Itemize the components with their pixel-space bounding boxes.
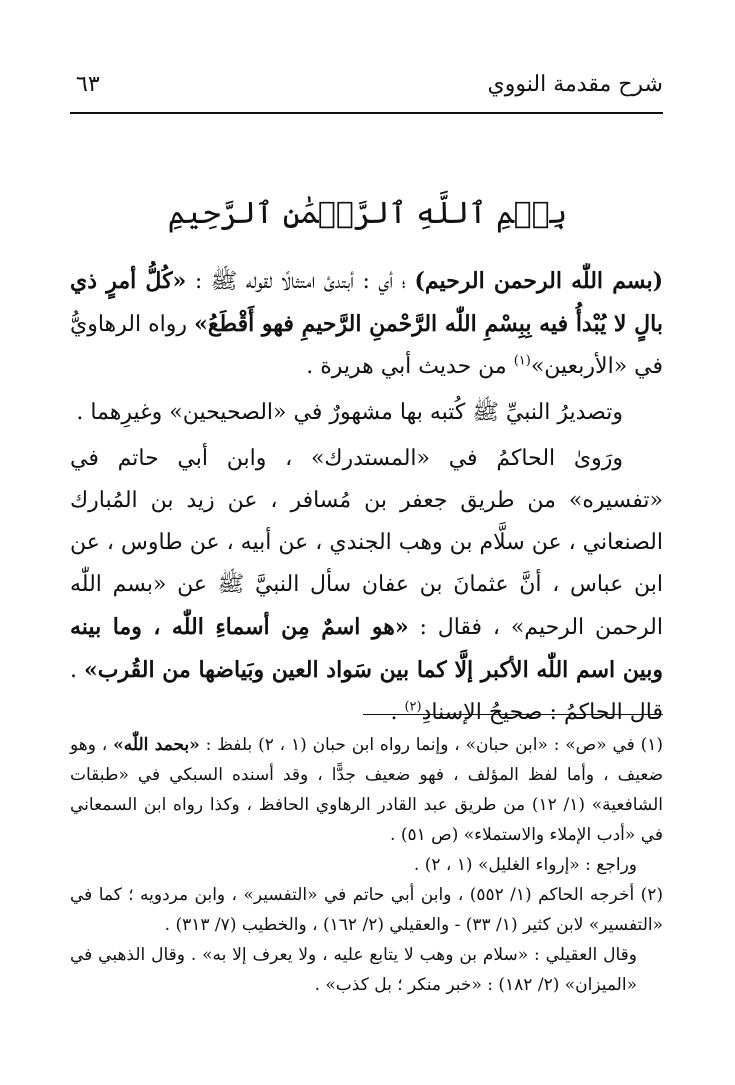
paragraph-2: وتصديرُ النبيِّ ﷺ كُتبه بها مشهورٌ في «الصحيحين» وغيرِهما . [76,400,623,425]
running-title: شرح مقدمة النووي [487,72,663,97]
fn1-bold: «بحمد اللّٰه» [113,735,200,755]
basmala-calligraphy: بِسۡمِ ٱللَّهِ ٱلرَّحۡمَٰنِ ٱلرَّحِيمِ [167,196,568,231]
main-text [70,260,663,738]
p1-text-c: من حديث أبي هريرة . [306,354,514,379]
basmala-lemma: (بسم اللّٰه الرحمن الرحيم) [414,268,663,294]
hadith-quote-1: «كُلُّ أمرٍ ذي بالٍ لا يُبْدأُ فيه بِبِسْمِ اللّٰه الرَّحْمنِ الرَّحيمِ فهو أَقْطَعُ» [70,268,663,337]
footnote-2: (٢) أخرجه الحاكم (١/ ٥٥٢) ، وابن أبي حاتم في «التفسير» ، وابن مردويه ؛ كما في «التفسير» لابن كثير (١/ ٣٣) - والعقيلي (٢/ ١٦٢) ، والخطيب (٧/ ٣١٣) . [70,885,663,935]
footnote-marker-1[interactable]: (١) [513,353,531,369]
p1-text-a: ؛ أي : أبتدئ امتثالًا لقوله ﷺ : [186,269,415,294]
page-header [70,70,663,114]
footnote-marker-2[interactable]: (٢) [404,699,422,715]
p3-text-b: . قال الحاكمُ : صحيحُ الإسنادِ [70,658,663,725]
page-number: ٦٣ [76,72,100,97]
footnotes [70,730,663,1000]
footnote-2-continued: وقال العقيلي : «سلام بن وهب لا يتابع عليه ، ولا يعرف إلا به» . وقال الذهبي في «الميزان» (٢/ ١٨٢) : «خبر منكر ؛ بل كذب» . [70,945,637,995]
paragraph-3 [70,438,663,734]
hadith-quote-2: «هو اسمٌ مِن أسماءِ اللّٰه ، وما بينه وبين اسم اللّٰه الأكبر إلَّا كما بين سَواد العين وبَياضها من القُرب» [70,614,663,683]
p3-text-a: ورَوىٰ الحاكمُ في «المستدرك» ، وابن أبي حاتم في «تفسيره» من طريق جعفر بن مُسافر ، عن زيد بن المُبارك الصنعاني ، عن سلَّام بن وهب الجندي ، عن أبيه ، عن طاوس ، عن ابن عباس ، أنَّ عثمانَ بن عفان سأل النبيَّ ﷺ عن «بسم اللّٰه الرحمن الرحيم» ، فقال : [70,446,664,640]
footnote-1 [70,730,663,850]
paragraph-1 [70,260,663,388]
fn1-text-a: (١) في «ص» : «ابن حبان» ، وإنما رواه ابن حبان (١ ، ٢) بلفظ : [199,735,663,755]
footnote-1-see-also: وراجع : «إرواء الغليل» (١ ، ٢) . [413,855,637,875]
fn1-text-b: ، وهو ضعيف ، وأما لفظ المؤلف ، فهو ضعيف جدًّا ، وقد أسنده السبكي في «طبقات الشافعية» (١/ ١٢) من طريق عبد القادر الرهاوي الحافظ ، وكذا رواه ابن السمعاني في «أدب الإملاء والاستملاء» (ص ٥١) . [70,735,663,845]
p1-text-b: رواه الرهاويُّ في «الأربعين» [70,312,663,379]
p3-text-c: . [390,700,405,725]
footnote-divider [363,714,663,715]
